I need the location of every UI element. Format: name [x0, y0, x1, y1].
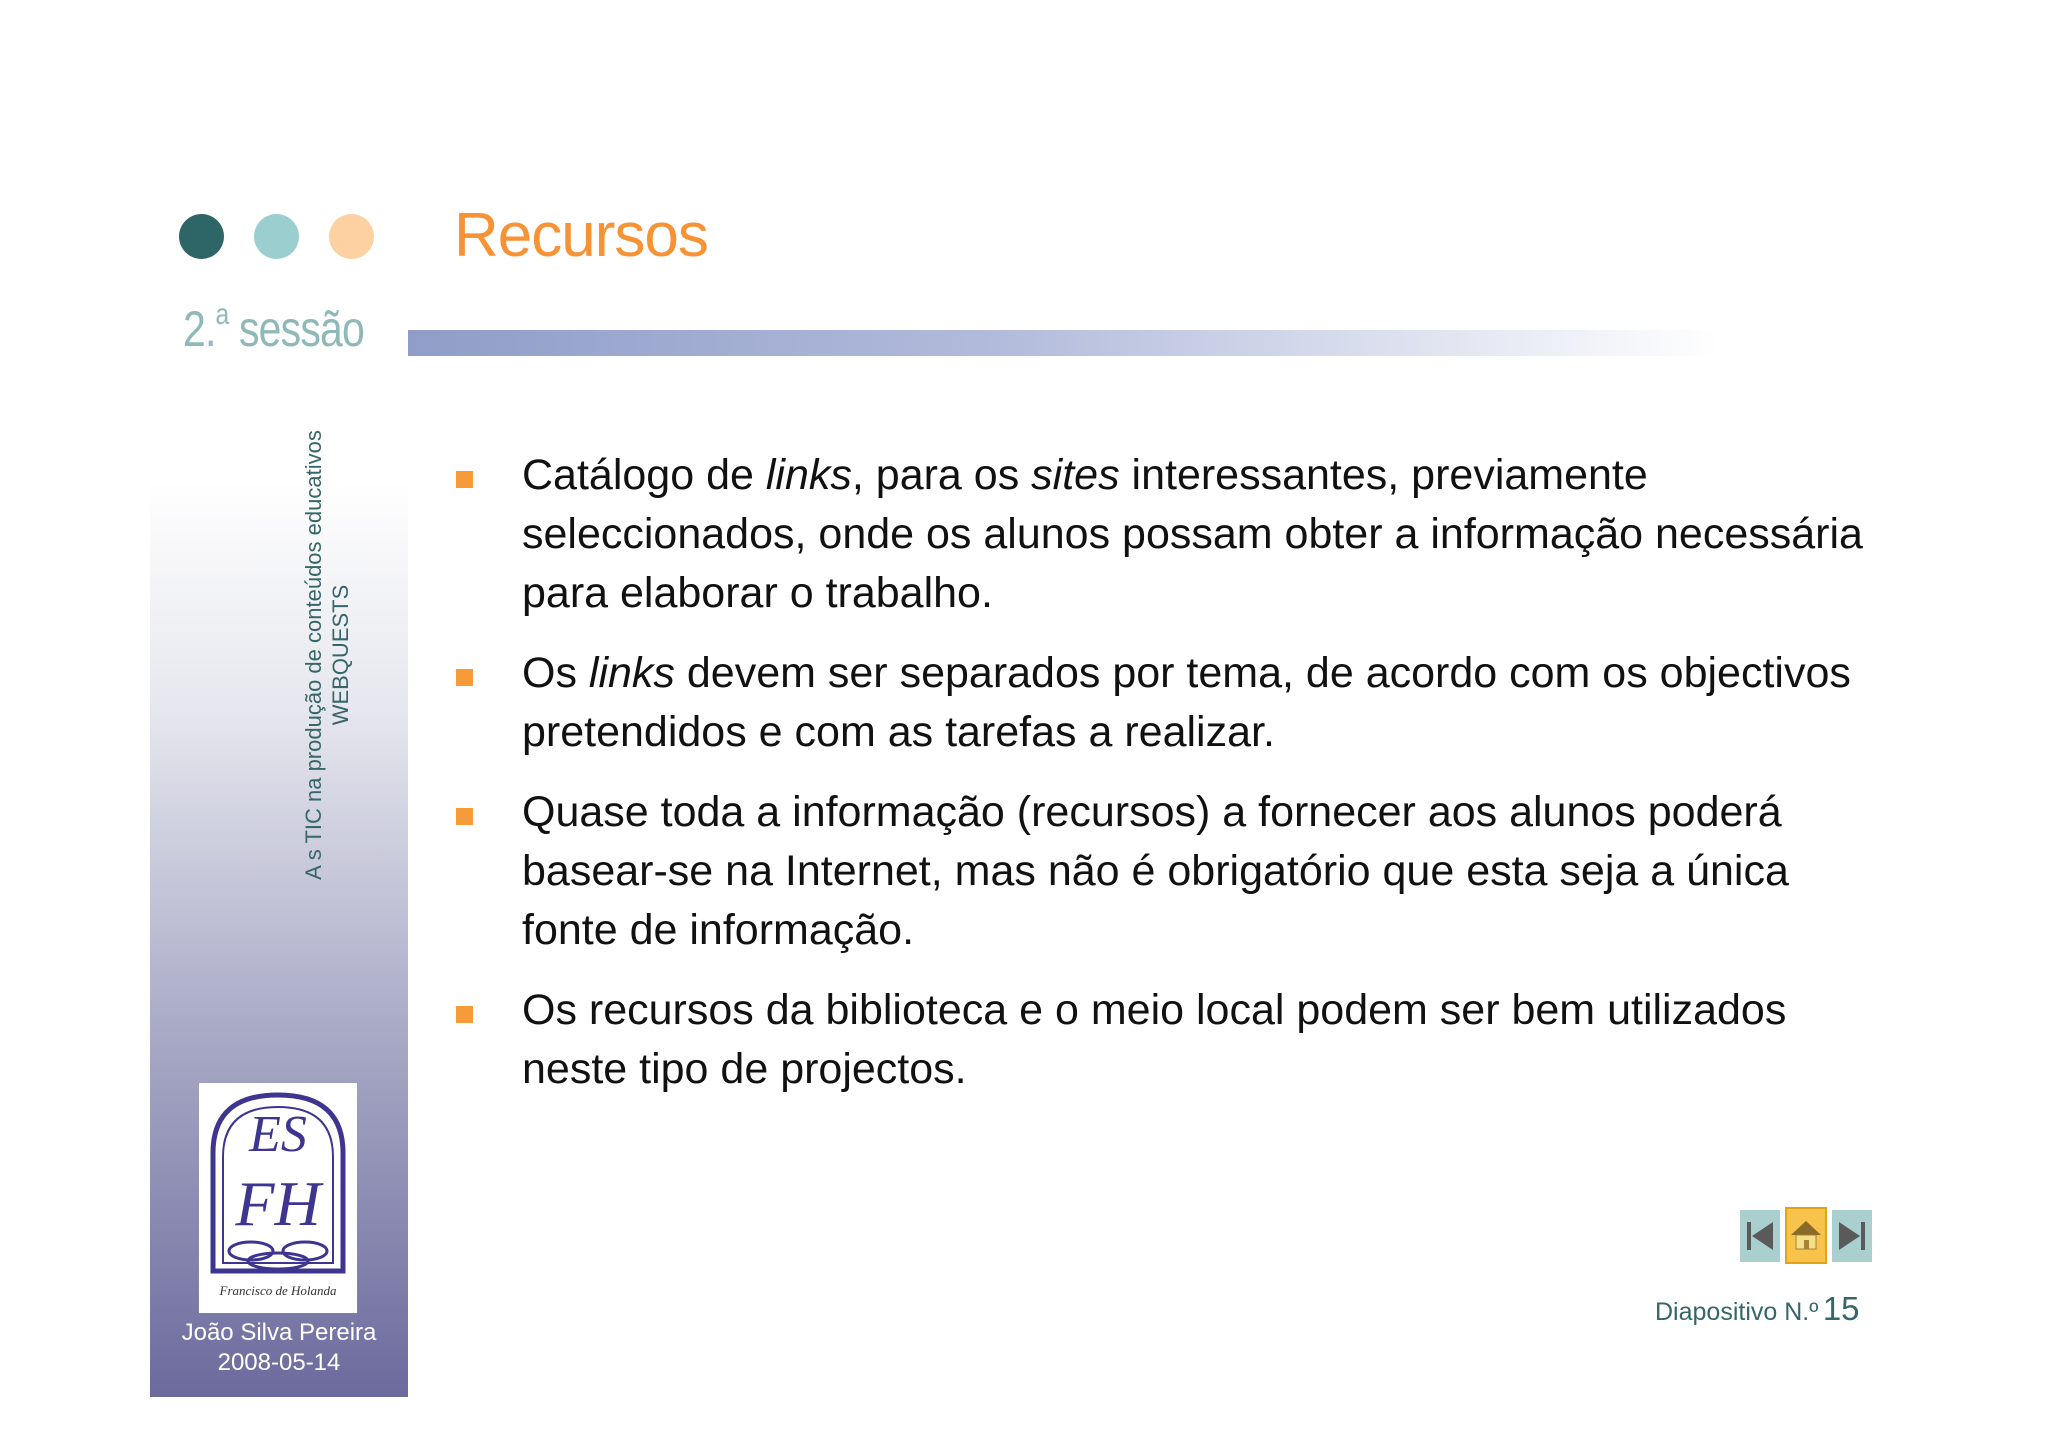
emphasis-links: links [765, 451, 852, 499]
slide-number-label: Diapositivo N.º [1655, 1298, 1819, 1326]
author-name: João Silva Pereira [181, 1319, 377, 1346]
bullet-square-icon [456, 1006, 473, 1023]
svg-text:ES: ES [249, 1106, 307, 1163]
decor-dot-peach [329, 214, 374, 259]
slide-number-footer [1655, 1290, 1860, 1328]
session-word: sessão [239, 301, 365, 357]
bullet-square-icon [456, 669, 473, 686]
decor-dot-teal [254, 214, 299, 259]
course-subtitle: WEBQUESTS [328, 584, 353, 726]
home-button[interactable] [1785, 1207, 1827, 1264]
slide-number: 15 [1822, 1290, 1860, 1327]
first-slide-button[interactable] [1740, 1210, 1780, 1262]
logo-text: Francisco de Holanda [219, 1283, 337, 1298]
session-number: 2. [183, 301, 216, 357]
title-underline-bar [408, 330, 1718, 356]
home-icon [1787, 1209, 1825, 1262]
bullet-item: Os recursos da biblioteca e o meio local podem ser bem utilizados neste tipo de projectos. [454, 981, 1874, 1099]
bullet-item: Quase toda a informação (recursos) a fornecer aos alunos poderá basear-se na Internet, mas não é obrigatório que esta seja a única fonte de informação. [454, 783, 1874, 960]
bullet-square-icon [456, 808, 473, 825]
bullet-item: Catálogo de links, para os sites interessantes, previamente seleccionados, onde os alunos possam obter a informação necessária para elaborar o trabalho. [454, 446, 1874, 623]
last-slide-button[interactable] [1832, 1210, 1872, 1262]
svg-text:FH: FH [235, 1168, 321, 1239]
last-slide-icon [1832, 1210, 1872, 1262]
author-block [150, 1318, 408, 1378]
emphasis-sites: sites [1031, 451, 1120, 499]
session-superscript: a [215, 298, 229, 332]
bullet-item: Os links devem ser separados por tema, de acordo com os objectivos pretendidos e com as tarefas a realizar. [454, 644, 1874, 762]
emphasis-links: links [588, 649, 675, 697]
bullet-square-icon [456, 471, 473, 488]
slide-content [454, 446, 1874, 1120]
first-slide-icon [1740, 1210, 1780, 1262]
course-title: A s TIC na produção de conteúdos educativos [301, 430, 326, 880]
session-label [183, 300, 364, 358]
slide-title: Recursos [454, 201, 708, 270]
slide-date: 2008-05-14 [217, 1349, 341, 1376]
decor-dot-dark [179, 214, 224, 259]
school-logo [199, 1083, 357, 1313]
vertical-course-title [300, 400, 354, 910]
